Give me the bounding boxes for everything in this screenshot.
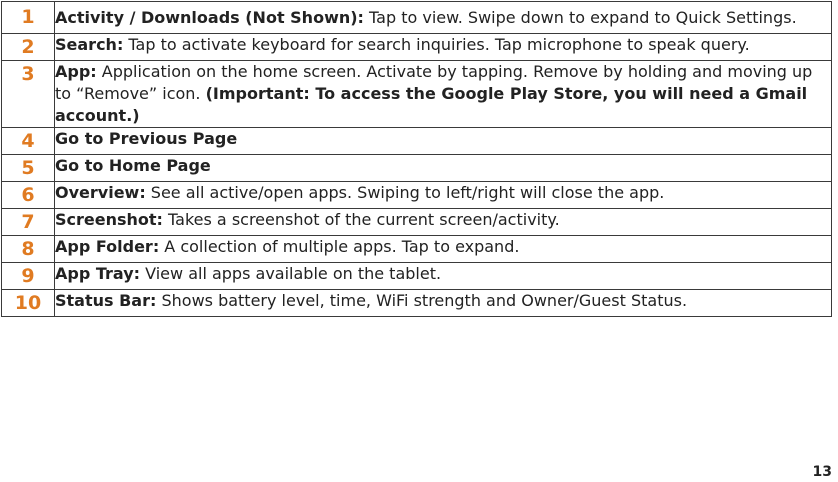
item-text: Shows battery level, time, WiFi strength and Owner/Guest Status. [156,291,688,310]
table-row [2,290,832,317]
item-text: A collection of multiple apps. Tap to expand. [159,237,520,256]
item-number: 7 [2,209,55,236]
item-text: Takes a screenshot of the current screen/activity. [162,210,560,229]
item-number: 1 [2,2,55,34]
item-label: Go to Home Page [55,156,211,175]
table-row [2,61,832,128]
item-number: 5 [2,155,55,182]
item-text: Tap to activate keyboard for search inquiries. Tap microphone to speak query. [123,35,750,54]
table-row [2,128,832,155]
item-text: See all active/open apps. Swiping to left/right will close the app. [145,183,665,202]
item-text: View all apps available on the tablet. [140,264,442,283]
item-label: App Folder: [55,237,160,256]
item-description [55,209,832,236]
item-description [55,236,832,263]
item-label: App: [55,62,97,81]
item-description [55,34,832,61]
table-row [2,182,832,209]
item-label: Search: [55,35,124,54]
table-row [2,2,832,34]
table-row [2,34,832,61]
item-text: Application on the home screen. Activate by tapping. Remove by holding and moving up to “Remove” icon. [55,62,813,103]
page-number: 13 [812,464,832,480]
table-row [2,236,832,263]
item-label: Status Bar: [55,291,157,310]
item-number: 10 [2,290,55,317]
item-number: 8 [2,236,55,263]
item-description [55,128,832,155]
item-label: Activity / Downloads (Not Shown): [55,8,364,27]
item-number: 4 [2,128,55,155]
item-label: App Tray: [55,264,141,283]
item-description [55,61,832,128]
item-text: Tap to view. Swipe down to expand to Quick Settings. [363,8,797,27]
legend-table [1,1,832,317]
item-description [55,2,832,34]
item-number: 3 [2,61,55,128]
table-row [2,209,832,236]
item-label: Overview: [55,183,146,202]
item-number: 6 [2,182,55,209]
table-row [2,263,832,290]
item-label: Go to Previous Page [55,129,238,148]
item-description [55,182,832,209]
item-description [55,263,832,290]
item-label: Screenshot: [55,210,163,229]
item-note: (Important: To access the Google Play Store, you will need a Gmail account.) [55,84,808,125]
item-number: 2 [2,34,55,61]
item-description [55,155,832,182]
item-description [55,290,832,317]
table-row [2,155,832,182]
item-number: 9 [2,263,55,290]
